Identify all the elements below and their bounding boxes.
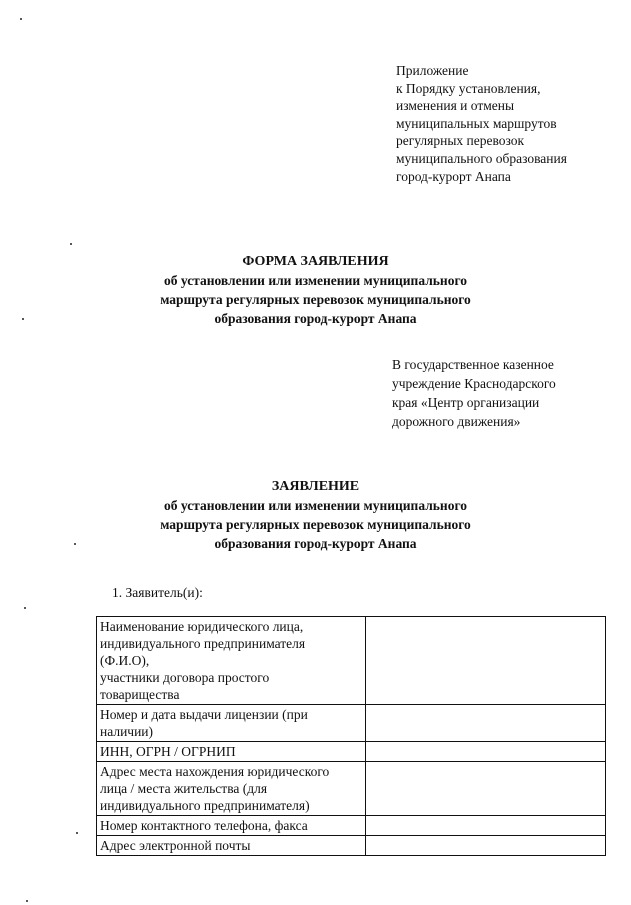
row-label-cell xyxy=(97,762,366,816)
applicant-section-heading: 1. Заявитель(и): xyxy=(112,585,203,600)
statement-title-line: маршрута регулярных перевозок муниципального xyxy=(160,517,471,532)
row-label-cell xyxy=(97,742,366,762)
row-label-line: Адрес электронной почты xyxy=(100,838,251,853)
table-row xyxy=(97,836,606,856)
row-label-line: наличии) xyxy=(100,724,154,739)
row-label-line: Наименование юридического лица, xyxy=(100,619,304,634)
row-label-line: ИНН, ОГРН / ОГРНИП xyxy=(100,744,236,759)
form-title-line: об установлении или изменении муниципального xyxy=(163,273,467,288)
row-label-line: Адрес места нахождения юридического xyxy=(100,764,330,779)
statement-title xyxy=(0,477,631,553)
row-label-cell xyxy=(97,617,366,705)
row-value-cell-inn[interactable] xyxy=(365,742,606,762)
statement-title-line: образования город-курорт Анапа xyxy=(214,536,417,551)
scan-mark xyxy=(24,607,26,609)
row-label-cell xyxy=(97,705,366,742)
row-value-cell-address[interactable] xyxy=(365,762,606,816)
appendix-line: город-курорт Анапа xyxy=(396,168,511,184)
row-label-line: участники договора простого xyxy=(100,670,270,685)
row-value-cell-license[interactable] xyxy=(365,705,606,742)
statement-title-heading: ЗАЯВЛЕНИЕ xyxy=(271,479,360,494)
row-label-line: товарищества xyxy=(100,687,180,702)
row-value-cell-phone[interactable] xyxy=(365,816,606,836)
addressee-block xyxy=(392,355,617,431)
form-title xyxy=(0,252,631,328)
row-label-cell xyxy=(97,836,366,856)
table-row xyxy=(97,617,606,705)
form-title-line: маршрута регулярных перевозок муниципального xyxy=(160,292,471,307)
addressee-line: В государственное казенное xyxy=(392,357,554,372)
statement-title-line: об установлении или изменении муниципального xyxy=(163,498,467,513)
appendix-line: муниципального образования xyxy=(396,150,567,166)
appendix-line: муниципальных маршрутов xyxy=(396,115,557,131)
row-label-line: лица / места жительства (для xyxy=(100,781,268,796)
form-title-heading: ФОРМА ЗАЯВЛЕНИЯ xyxy=(242,254,389,269)
table-row xyxy=(97,742,606,762)
appendix-line: регулярных перевозок xyxy=(396,133,525,149)
applicant-table xyxy=(96,616,606,856)
row-label-line: Номер и дата выдачи лицензии (при xyxy=(100,707,308,722)
row-label-cell xyxy=(97,816,366,836)
table-row xyxy=(97,762,606,816)
scan-mark xyxy=(26,900,28,902)
row-value-cell-name[interactable] xyxy=(365,617,606,705)
table-row xyxy=(97,705,606,742)
appendix-line: к Порядку установления, xyxy=(396,80,541,96)
row-value-cell-email[interactable] xyxy=(365,836,606,856)
addressee-line: края «Центр организации xyxy=(392,395,540,410)
scan-mark xyxy=(70,243,72,245)
table-row xyxy=(97,816,606,836)
scan-mark xyxy=(20,18,22,20)
row-label-line: Номер контактного телефона, факса xyxy=(100,818,308,833)
row-label-line: индивидуального предпринимателя) xyxy=(100,798,310,813)
appendix-line: изменения и отмены xyxy=(396,98,515,114)
addressee-line: учреждение Краснодарского xyxy=(392,376,556,391)
appendix-note xyxy=(396,62,616,185)
addressee-line: дорожного движения» xyxy=(392,414,521,429)
appendix-line: Приложение xyxy=(396,63,469,78)
row-label-line: индивидуального предпринимателя xyxy=(100,636,306,651)
scan-mark xyxy=(76,832,78,834)
form-title-line: образования город-курорт Анапа xyxy=(214,311,417,326)
row-label-line: (Ф.И.О), xyxy=(100,653,150,668)
